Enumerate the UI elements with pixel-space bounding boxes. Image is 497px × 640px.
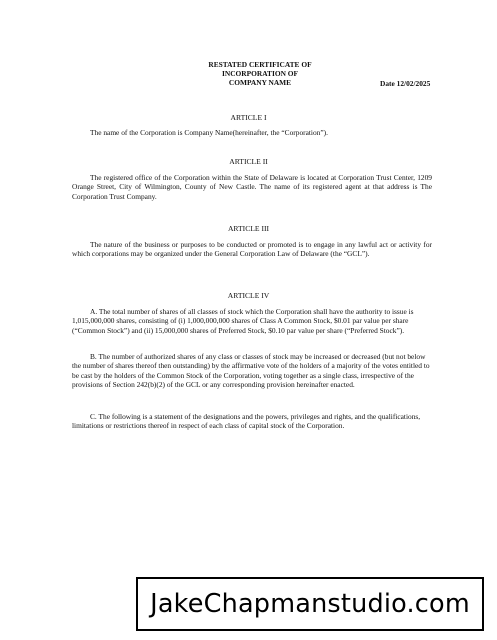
document-date: Date 12/02/2025 — [380, 79, 431, 88]
watermark-banner — [136, 577, 484, 631]
document-title — [180, 60, 340, 87]
article-2-heading: ARTICLE II — [229, 157, 268, 166]
title-line-3: COMPANY NAME — [228, 78, 292, 87]
article-4-paragraph-a: A. The total number of shares of all classes of stock which the Corporation shall have the authority to issue is 1,015,000,000 shares, consisting of (i) 1,000,000,000 shares of Class A Common Stock, $0.01 par value per share (“Common Stock”) and (ii) 15,000,000 shares of Preferred Stock, $0.10 par value per share (“Preferred Stock”). — [72, 307, 414, 335]
article-4-heading: ARTICLE IV — [227, 291, 270, 300]
article-4-paragraph-b: B. The number of authorized shares of any class or classes of stock may be increased or decreased (but not below the number of shares thereof then outstanding) by the affirmative vote of the holders of a majority of the votes entitled to be cast by the holders of the Common Stock of the Corporation, voting together as a single class, irrespective of the provisions of Section 242(b)(2) of the GCL or any corresponding provision hereinafter enacted. — [72, 352, 430, 390]
title-line-1: RESTATED CERTIFICATE OF — [208, 60, 312, 69]
article-1-paragraph: The name of the Corporation is Company Name(hereinafter, the “Corporation”). — [90, 128, 328, 137]
watermark-text: JakeChapmanstudio.com — [150, 589, 470, 619]
article-3-paragraph: The nature of the business or purposes to be conducted or promoted is to engage in any lawful act or activity for which corporations may be organized under the General Corporation Law of Delaware (the “GCL”). — [72, 240, 432, 259]
article-3-heading: ARTICLE III — [227, 224, 270, 233]
article-2-paragraph: The registered office of the Corporation within the State of Delaware is located at Corporation Trust Center, 1209 Orange Street, City of Wilmington, County of New Castle. The name of its registered agent at that address is The Corporation Trust Company. — [72, 173, 432, 201]
article-4-paragraph-c: C. The following is a statement of the designations and the powers, privileges and rights, and the qualifications, limitations or restrictions thereof in respect of each class of capital stock of the Corporation. — [72, 412, 421, 431]
title-line-2: INCORPORATION OF — [221, 69, 299, 78]
article-1-heading: ARTICLE I — [230, 113, 267, 122]
